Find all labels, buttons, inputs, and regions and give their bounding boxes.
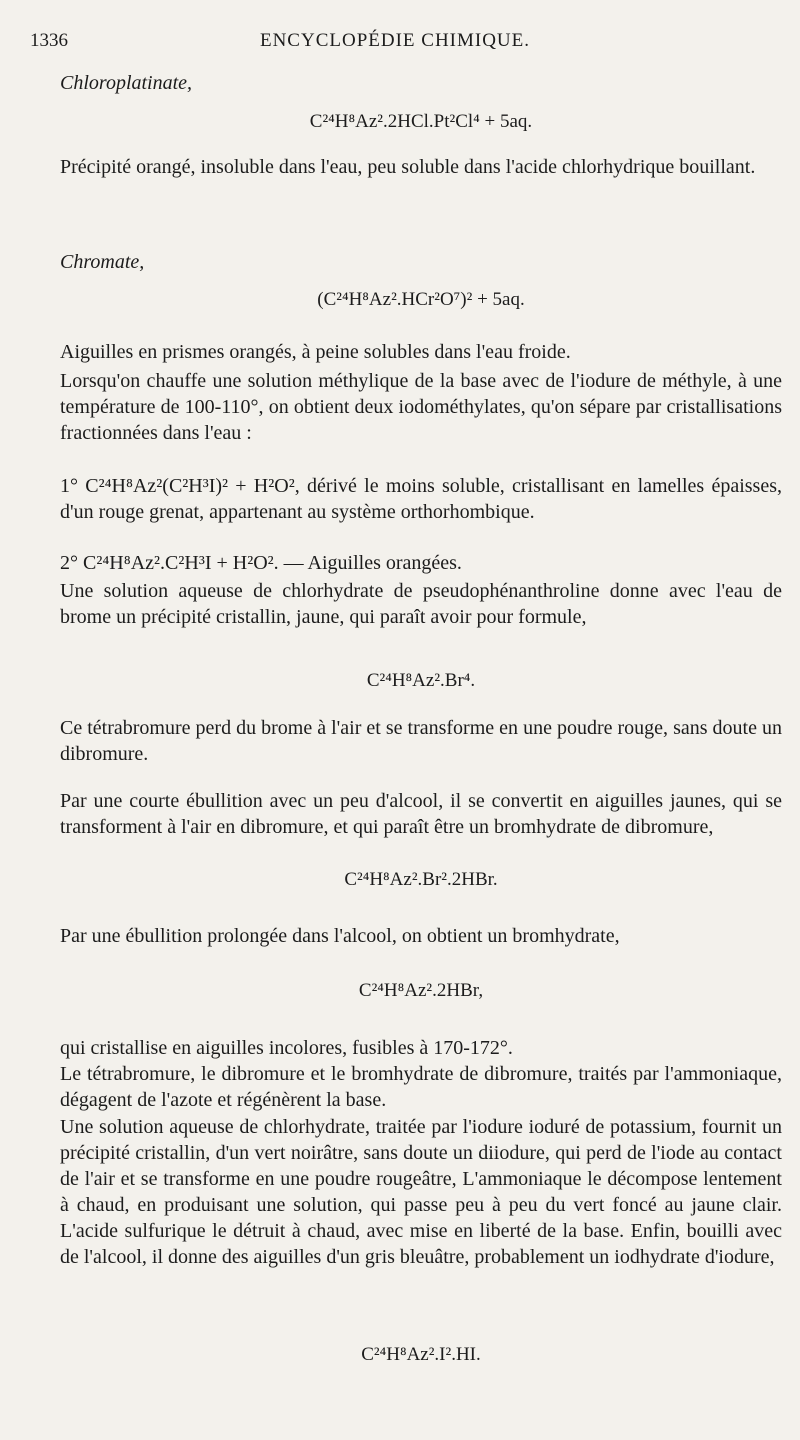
- chromate-heading: Chromate,: [60, 251, 145, 273]
- paragraph-ebullition-courte: Par une courte ébullition avec un peu d'alcool, il se convertit en aiguilles jaunes, qui se transforment à l'air en dibromure, et qui paraît être un bromhydrate de dibromure,: [60, 790, 782, 838]
- iodhydrate-formula: C²⁴H⁸Az².I².HI.: [361, 1344, 481, 1365]
- paragraph-iodomethylates: Lorsqu'on chauffe une solution méthylique de la base avec de l'iodure de méthyle, à une température de 100-110°, on obtient deux iodométhylates, qu'on sépare par cristallisations fractionnées dans l'eau :: [60, 370, 782, 444]
- chloroplatinate-heading: Chloroplatinate,: [60, 72, 193, 94]
- chloroplatinate-formula: C²⁴H⁸Az².2HCl.Pt²Cl⁴ + 5aq.: [309, 111, 533, 132]
- paragraph-iodure: Une solution aqueuse de chlorhydrate, traitée par l'iodure ioduré de potassium, fournit un précipité cristallin, d'un vert noirâtre, sans doute un diiodure, qui perd de l'iode au contact de l'air et se transforme en une poudre rougeâtre, L'ammoniaque le décompose lentement à chaud, en produisant une solution, qui passe peu à peu du vert foncé au jaune clair. L'acide sulfurique le détruit à chaud, avec mise en liberté de la base. Enfin, bouilli avec de l'alcool, il donne des aiguilles d'un gris bleuâtre, probablement un iodhydrate d'iodure,: [60, 1116, 782, 1268]
- paragraph-aiguilles: Aiguilles en prismes orangés, à peine solubles dans l'eau froide.: [60, 341, 571, 363]
- running-header: [30, 30, 760, 56]
- bromhydrate-formula: C²⁴H⁸Az².2HBr,: [358, 980, 484, 1001]
- paragraph-precipite: Précipité orangé, insoluble dans l'eau, peu soluble dans l'acide chlorhydrique bouillant.: [60, 156, 756, 178]
- paragraph-ammoniaque: Le tétrabromure, le dibromure et le bromhydrate de dibromure, traités par l'ammoniaque, dégagent de l'azote et régénèrent la base.: [60, 1063, 782, 1111]
- paragraph-tetrabromure: Ce tétrabromure perd du brome à l'air et se transforme en une poudre rouge, sans doute un dibromure.: [60, 717, 782, 765]
- page-number: 1336: [30, 30, 68, 51]
- paragraph-brome: Une solution aqueuse de chlorhydrate de pseudophénanthroline donne avec l'eau de brome un précipité cristallin, jaune, qui paraît avoir pour formule,: [60, 580, 782, 628]
- bromhydrate-dibromure-formula: C²⁴H⁸Az².Br².2HBr.: [344, 869, 498, 890]
- chromate-formula: (C²⁴H⁸Az².HCr²O⁷)² + 5aq.: [317, 289, 525, 310]
- paragraph-ebullition-prolongee: Par une ébullition prolongée dans l'alcool, on obtient un bromhydrate,: [60, 925, 620, 947]
- paragraph-second-derivative: 2° C²⁴H⁸Az².C²H³I + H²O². — Aiguilles orangées.: [60, 552, 462, 574]
- tetrabromure-formula: C²⁴H⁸Az².Br⁴.: [366, 670, 476, 691]
- paragraph-first-derivative: 1° C²⁴H⁸Az²(C²H³I)² + H²O², dérivé le moins soluble, cristallisant en lamelles épaisses, d'un rouge grenat, appartenant au système orthorhombique.: [60, 475, 782, 523]
- paragraph-cristallise: qui cristallise en aiguilles incolores, fusibles à 170-172°.: [60, 1037, 513, 1059]
- running-title: ENCYCLOPÉDIE CHIMIQUE.: [259, 30, 531, 51]
